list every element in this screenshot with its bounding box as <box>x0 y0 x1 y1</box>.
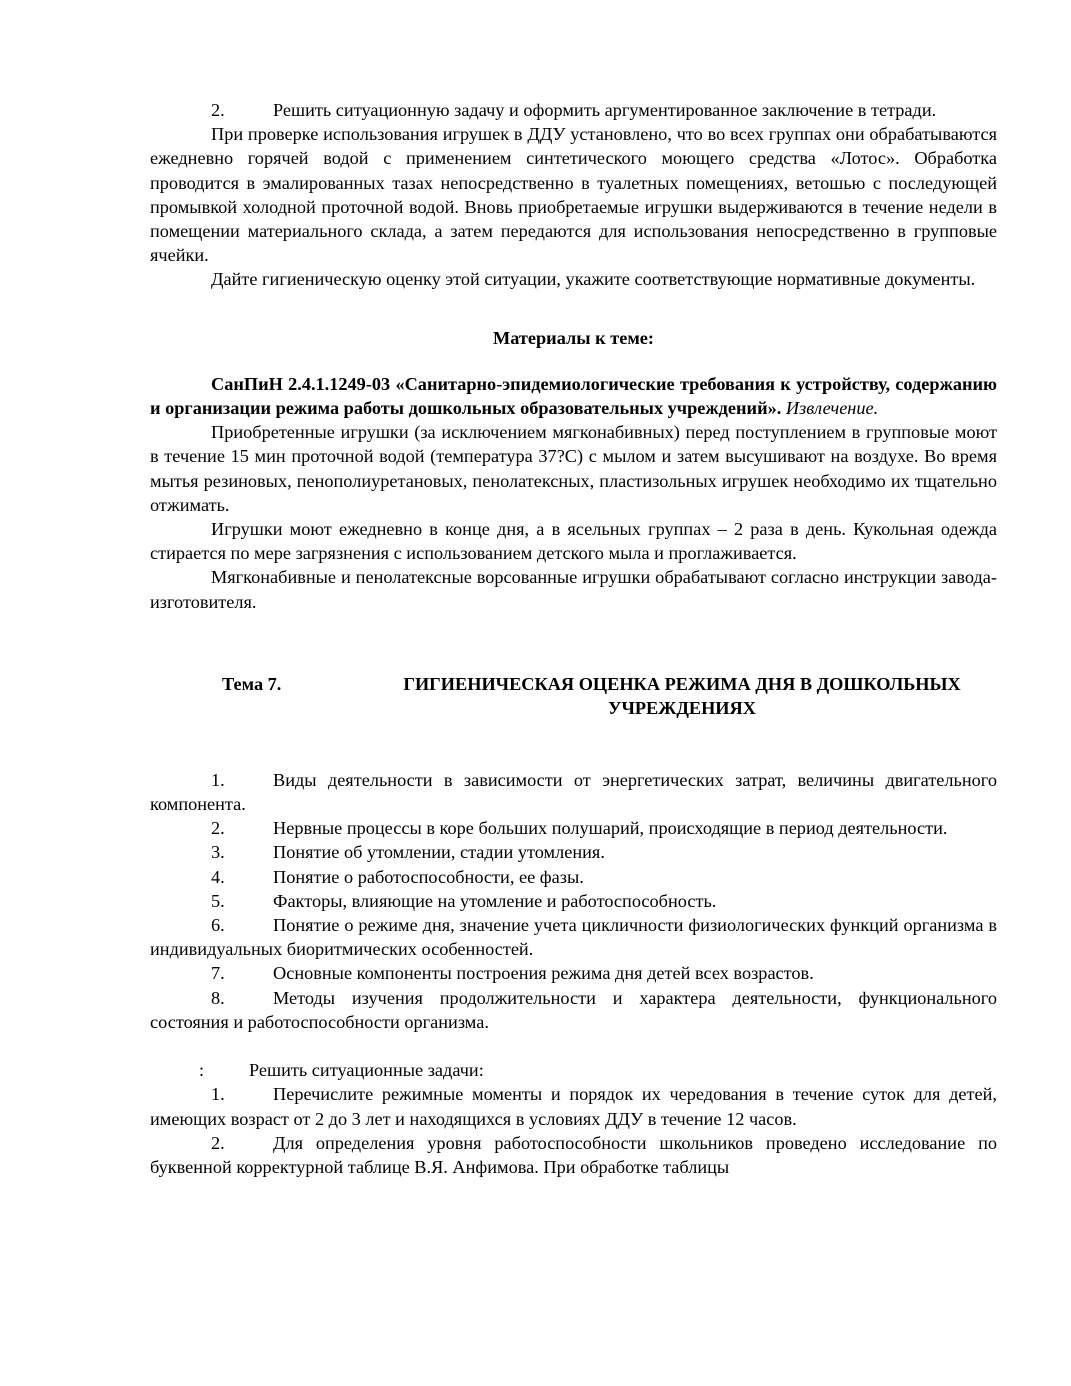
item-text: Понятие о режиме дня, значение учета цикличности физиологических функций организма в индивидуальных биоритмических особенностей. <box>150 915 997 960</box>
task-item-2 <box>150 98 997 122</box>
item-number: 5. <box>211 890 225 911</box>
questions-list <box>150 768 997 1034</box>
item-number: 6. <box>211 915 225 936</box>
question-item <box>150 816 997 840</box>
item-text: Для определения уровня работоспособности школьников проведено исследование по буквенной корректурной таблице В.Я. Анфимова. При обработке таблицы <box>150 1132 997 1177</box>
sanpin-title: СанПиН 2.4.1.1249-03 «Санитарно-эпидемиологические требования к устройству, содержанию и организации режима работы дошкольных образовательных учреждений». <box>150 373 997 419</box>
tasks-heading-text: Решить ситуационные задачи: <box>249 1060 484 1081</box>
tasks-heading <box>150 1058 997 1082</box>
question-item <box>150 865 997 889</box>
materials-paragraph: Игрушки моют ежедневно в конце дня, а в ясельных группах – 2 раза в день. Кукольная одежда стирается по мере загрязнения с использованием детского мыла и проглаживается. <box>150 519 997 564</box>
item-text: Нервные процессы в коре больших полушарий, происходящие в период деятельности. <box>273 818 948 839</box>
item-number: 2. <box>211 1132 225 1153</box>
theme-title: ГИГИЕНИЧЕСКАЯ ОЦЕНКА РЕЖИМА ДНЯ В ДОШКОЛЬНЫХ УЧРЕЖДЕНИЯХ <box>403 673 961 719</box>
question-item <box>150 889 997 913</box>
task-item <box>150 1131 997 1179</box>
assignment-paragraph: Дайте гигиеническую оценку этой ситуации, укажите соответствующие нормативные документы. <box>211 269 976 290</box>
item-number: 8. <box>211 987 225 1008</box>
item-number: 7. <box>211 963 225 984</box>
question-item <box>150 768 997 816</box>
item-text: Понятие о работоспособности, ее фазы. <box>273 866 584 887</box>
tasks-section <box>150 1058 997 1179</box>
theme-label: Тема 7. <box>222 673 282 694</box>
item-number: 4. <box>211 866 225 887</box>
question-item <box>150 840 997 864</box>
item-text: Основные компоненты построения режима дня детей всех возрастов. <box>273 963 814 984</box>
question-item <box>150 913 997 961</box>
item-text: Факторы, влияющие на утомление и работоспособность. <box>273 890 717 911</box>
question-item <box>150 986 997 1034</box>
sanpin-reference <box>150 372 997 420</box>
item-number: 1. <box>211 769 225 790</box>
task-item <box>150 1082 997 1130</box>
item-text: Методы изучения продолжительности и характера деятельности, функционального состояния и работоспособности организма. <box>150 987 997 1032</box>
document-page <box>150 98 997 1179</box>
question-item <box>150 961 997 985</box>
tasks-colon: : <box>199 1060 205 1081</box>
item-text: Виды деятельности в зависимости от энергетических затрат, величины двигательного компонента. <box>150 769 997 815</box>
sanpin-note: Извлечение. <box>785 398 879 419</box>
item-number: 2. <box>211 818 225 839</box>
item-number: 3. <box>211 842 225 863</box>
materials-paragraph: Мягконабивные и пенолатексные ворсованные игрушки обрабатывают согласно инструкции завода-изготовителя. <box>150 567 997 612</box>
item-text: Решить ситуационную задачу и оформить аргументированное заключение в тетради. <box>273 100 937 120</box>
materials-paragraph: Приобретенные игрушки (за исключением мягконабивных) перед поступлением в групповые моют в течение 15 мин проточной водой (температура 37?С) с мылом и затем высушивают на воздухе. Во время мытья резиновых, пенополиуретановых, пенолатексных, пластизольных игрушек необходимо их тщательно отжимать. <box>150 422 997 515</box>
item-number: 1. <box>211 1084 225 1105</box>
theme-heading <box>150 672 997 720</box>
item-text: Перечислите режимные моменты и порядок их чередования в течение суток для детей, имеющих возраст от 2 до 3 лет и находящихся в условиях ДДУ в течение 12 часов. <box>150 1084 997 1129</box>
item-number: 2. <box>211 100 225 120</box>
materials-heading: Материалы к теме: <box>493 327 654 348</box>
situation-paragraph: При проверке использования игрушек в ДДУ установлено, что во всех группах они обрабатываются ежедневно горячей водой с применением синтетического моющего средства «Лотос». Обработка проводится в эмалированных тазах непосредственно в туалетных помещениях, ветошью с последующей промывкой холодной проточной водой. Вновь приобретаемые игрушки выдерживаются в течение недели в помещении материального склада, а затем передаются для использования непосредственно в групповые ячейки. <box>150 124 997 266</box>
item-text: Понятие об утомлении, стадии утомления. <box>273 842 605 863</box>
